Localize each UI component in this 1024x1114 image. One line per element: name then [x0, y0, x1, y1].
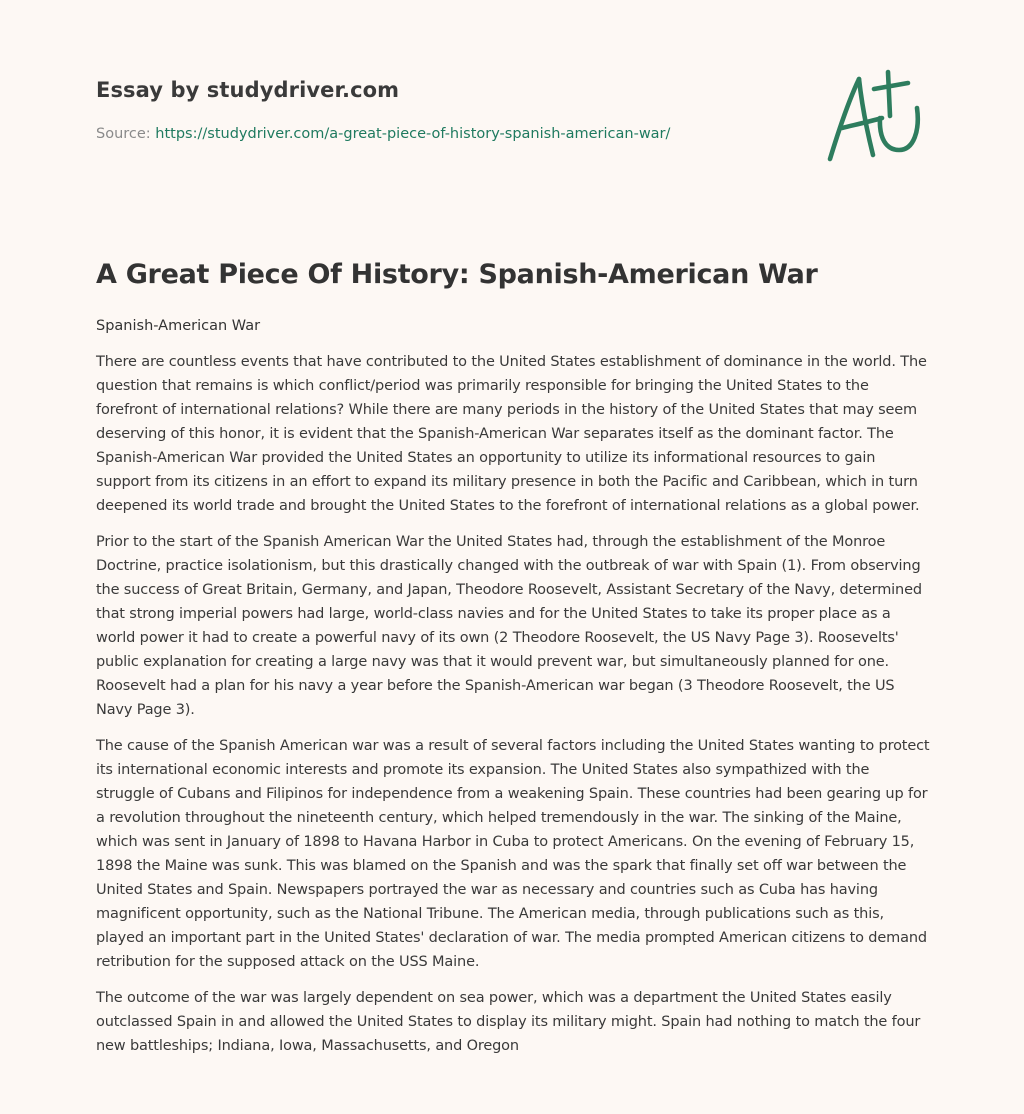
- source-label: Source:: [96, 126, 156, 142]
- a-plus-grade-icon: [822, 66, 928, 166]
- header: [96, 76, 796, 144]
- source-line: [96, 124, 796, 144]
- paragraph: There are countless events that have contributed to the United States establishment of dominance in the world. The question that remains is which conflict/period was primarily responsible for bringing the United States to the forefront of international relations? While there are many periods in the history of the United States that may seem deserving of this honor, it is evident that the Spanish-American War separates itself as the dominant factor. The Spanish-American War provided the United States an opportunity to utilize its informational resources to gain support from its citizens in an effort to expand its military presence in both the Pacific and Caribbean, which in turn deepened its world trade and brought the United States to the forefront of international relations as a global power.: [96, 354, 927, 514]
- paragraph: Prior to the start of the Spanish American War the United States had, through the establishment of the Monroe Doctrine, practice isolationism, but this drastically changed with the outbreak of war with Spain (1). From observing the success of Great Britain, Germany, and Japan, Theodore Roosevelt, Assistant Secretary of the Navy, determined that strong imperial powers had large, world-class navies and for the United States to take its proper place as a world power it had to create a powerful navy of its own (2 Theodore Roosevelt, the US Navy Page 3). Roosevelts' public explanation for creating a large navy was that it would prevent war, but simultaneously planned for one. Roosevelt had a plan for his navy a year before the Spanish-American war began (3 Theodore Roosevelt, the US Navy Page 3).: [96, 534, 922, 718]
- paragraph: The cause of the Spanish American war was a result of several factors including the United States wanting to protect its international economic interests and promote its expansion. The United States also sympathized with the struggle of Cubans and Filipinos for independence from a weakening Spain. These countries had been gearing up for a revolution throughout the nineteenth century, which helped tremendously in the war. The sinking of the Maine, which was sent in January of 1898 to Havana Harbor in Cuba to protect Americans. On the evening of February 15, 1898 the Maine was sunk. This was blamed on the Spanish and was the spark that finally set off war between the United States and Spain. Newspapers portrayed the war as necessary and countries such as Cuba has having magnificent opportunity, such as the National Tribune. The American media, through publications such as this, played an important part in the United States' declaration of war. The media prompted American citizens to demand retribution for the supposed attack on the USS Maine.: [96, 738, 930, 970]
- source-link[interactable]: https://studydriver.com/a-great-piece-of-history-spanish-american-war/: [155, 126, 671, 142]
- article-body: [96, 314, 930, 1070]
- article-title: A Great Piece Of History: Spanish-American War: [96, 259, 818, 290]
- site-brand: Essay by studydriver.com: [96, 78, 400, 102]
- article-subtitle: Spanish-American War: [96, 318, 261, 334]
- paragraph: The outcome of the war was largely dependent on sea power, which was a department the United States easily outclassed Spain in and allowed the United States to display its military might. Spain had nothing to match the four new battleships; Indiana, Iowa, Massachusetts, and Oregon: [96, 990, 921, 1054]
